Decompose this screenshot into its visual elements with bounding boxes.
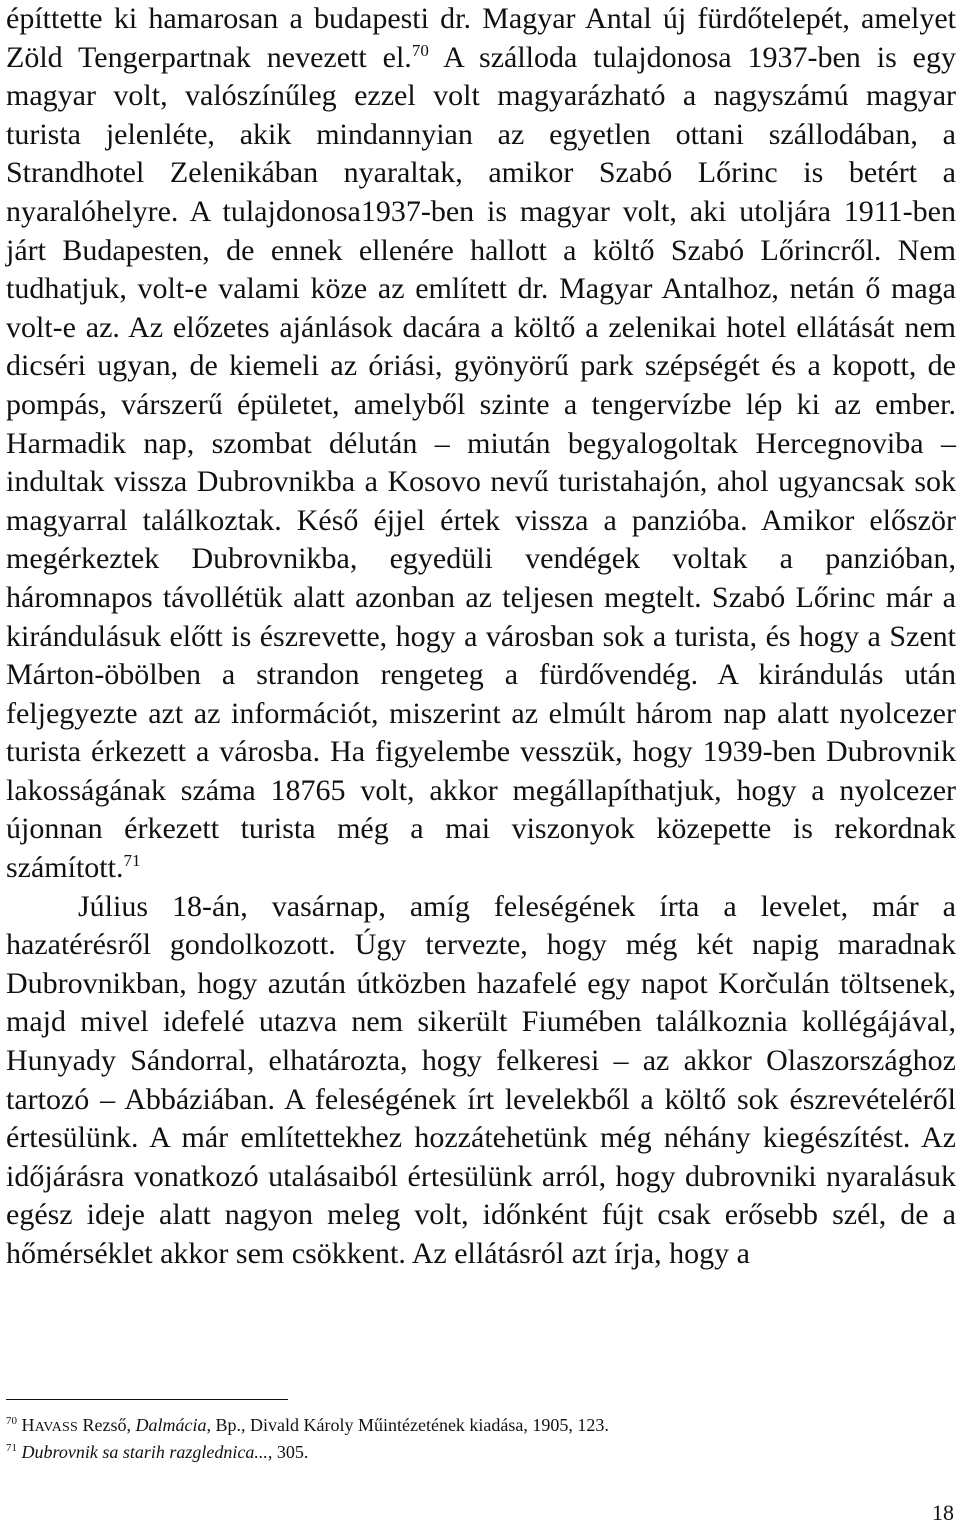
paragraph-1	[6, 0, 956, 888]
footnote-ref-70[interactable]: 70	[411, 40, 429, 60]
footnotes	[6, 1413, 906, 1465]
footnote-title: Dubrovnik sa starih razglednica...	[21, 1442, 268, 1462]
footnote-author-given: Rezső,	[78, 1415, 136, 1435]
footnote-71	[6, 1440, 906, 1465]
footnote-number: 71	[6, 1442, 17, 1454]
footnote-author: HAVASS	[21, 1415, 78, 1435]
page-number: 18	[932, 1500, 954, 1525]
paragraph-1-text-b: A szálloda tulajdonosa 1937-ben is egy magyar volt, valószínűleg ezzel volt magyarázható a nagyszámú magyar turista jelenléte, akik mindannyian az egyetlen ottani szállodában, a Strandhotel Zelenikában nyaraltak, amikor Szabó Lőrinc is betért a nyaralóhelyre. A tulajdonosa1937-ben is magyar volt, aki utoljára 1911-ben járt Budapesten, de ennek ellenére hallott a költő Szabó Lőrincről. Nem tudhatjuk, volt-e valami köze az említett dr. Magyar Antalhoz, netán ő maga volt-e az. Az előzetes ajánlások dacára a költő a zelenikai hotel ellátását nem dicséri ugyan, de kiemeli az óriási, gyönyörű park szépségét és a kopott, de pompás, várszerű épületet, amelyből szinte a tengervízbe lép ki az ember. Harmadik nap, szombat délután – miután begyalogoltak Hercegnoviba – indultak vissza Dubrovnikba a Kosovo nevű turistahajón, ahol ugyancsak sok magyarral találkoztak. Késő éjjel értek vissza a panzióba. Amikor először megérkeztek Dubrovnikba, egyedüli vendégek voltak a panzióban, háromnapos távollétük alatt azonban az teljesen megtelt. Szabó Lőrinc már a kirándulásuk előtt is észrevette, hogy a városban sok a turista, és hogy a Szent Márton-öbölben a strandon rengeteg a fürdővendég. A kirándulás után feljegyezte azt az információt, miszerint az elmúlt három nap alatt nyolcezer turista érkezett a városba. Ha figyelembe vesszük, hogy 1939-ben Dubrovnik lakosságának száma 18765 volt, akkor megállapíthatjuk, hogy a nyolcezer újonnan érkezett turista még a mai viszonyok közepette is rekordnak számított.	[6, 40, 956, 885]
footnote-separator	[6, 1399, 288, 1400]
paragraph-2: Július 18-án, vasárnap, amíg feleségének írta a levelet, már a hazatérésről gondolkozott. Úgy tervezte, hogy még két napig maradnak Dubrovnikban, hogy azután útközben hazafelé egy napot Korčulán töltsenek, majd mivel idefelé utazva nem sikerült Fiumében találkoznia kollégájával, Hunyady Sándorral, elhatározta, hogy felkeresi – az akkor Olaszországhoz tartozó – Abbáziában. A feleségének írt levelekből a költő sok észrevételéről értesülünk. A már említettekhez hozzátehetünk még néhány kiegészítést. Az időjárásra vonatkozó utalásaiból értesülünk arról, hogy dubrovniki nyaralásuk egész ideje alatt nagyon meleg volt, időnként fújt csak erősebb szél, de a hőmérséklet akkor sem csökkent. Az ellátásról azt írja, hogy a	[6, 889, 956, 1270]
footnote-number: 70	[6, 1415, 17, 1427]
page-body	[6, 0, 956, 1274]
footnote-title: Dalmácia	[135, 1415, 207, 1435]
footnote-rest: , Bp., Divald Károly Műintézetének kiadása, 1905, 123.	[206, 1415, 609, 1435]
footnote-ref-71[interactable]: 71	[123, 851, 141, 871]
footnote-rest: , 305.	[267, 1442, 309, 1462]
footnote-70	[6, 1413, 906, 1440]
paragraph-1-text-a: építtette ki hamarosan a budapesti dr. Magyar Antal új fürdőtelepét, amelyet Zöld Tengerpartnak nevezett el.	[6, 2, 956, 74]
